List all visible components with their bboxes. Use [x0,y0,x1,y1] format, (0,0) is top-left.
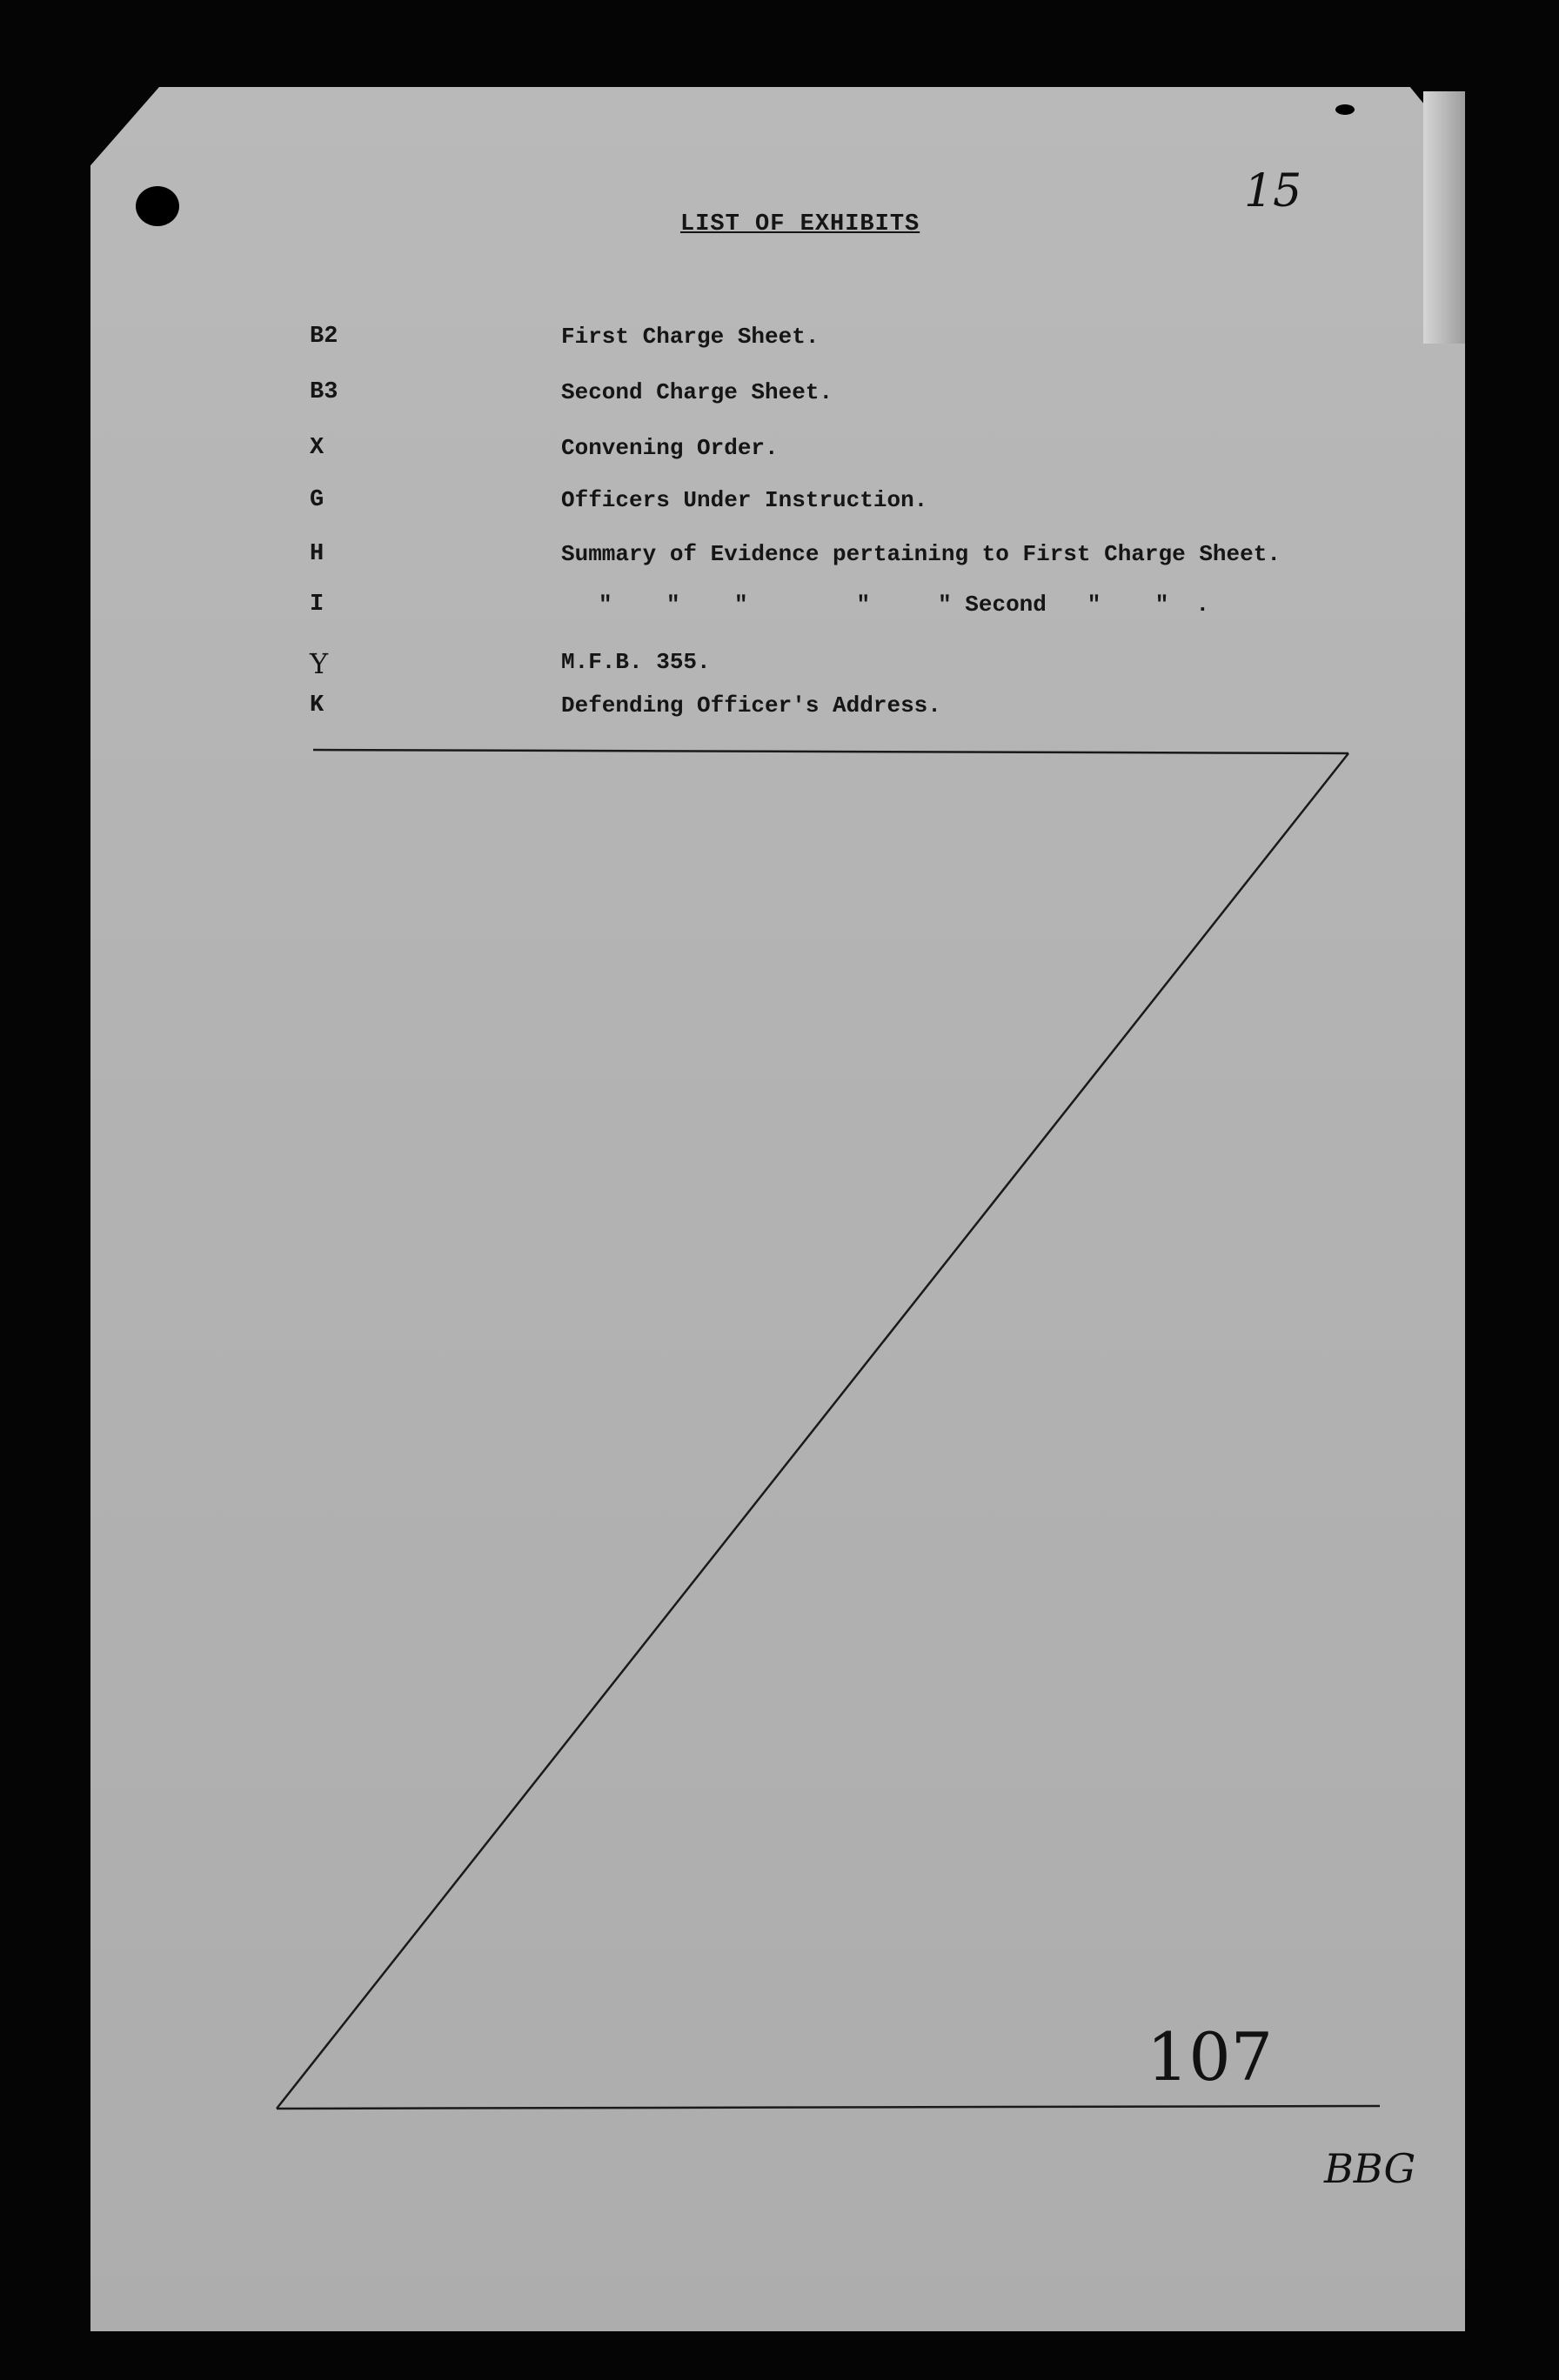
exhibit-code: K [310,692,325,719]
handwritten-page-number: 107 [1147,2018,1274,2096]
handwritten-initials: BBG [1324,2145,1416,2192]
exhibit-description: Convening Order. [561,435,779,461]
exhibit-code: X [310,435,325,461]
exhibit-description: M.F.B. 355. [561,649,711,675]
exhibit-description: " " " " " Second " " . [599,592,1210,618]
exhibit-description: Officers Under Instruction. [561,487,928,513]
exhibit-description: First Charge Sheet. [561,324,820,350]
exhibit-code: G [310,487,325,513]
z-diagonal-line [277,753,1348,2109]
folio-number: 15 [1244,165,1302,217]
exhibit-code: H [310,541,325,567]
exhibit-description: Summary of Evidence pertaining to First Charge Sheet. [561,541,1281,567]
exhibit-description: Defending Officer's Address. [561,692,941,719]
page-title: LIST OF EXHIBITS [680,211,920,237]
z-top-line [313,750,1348,753]
exhibit-code: B3 [310,379,338,405]
exhibit-code: Y [310,647,329,680]
exhibit-code: B2 [310,324,338,350]
z-bottom-line [277,2106,1380,2109]
exhibit-description: Second Charge Sheet. [561,379,833,405]
exhibit-code: I [310,592,325,618]
